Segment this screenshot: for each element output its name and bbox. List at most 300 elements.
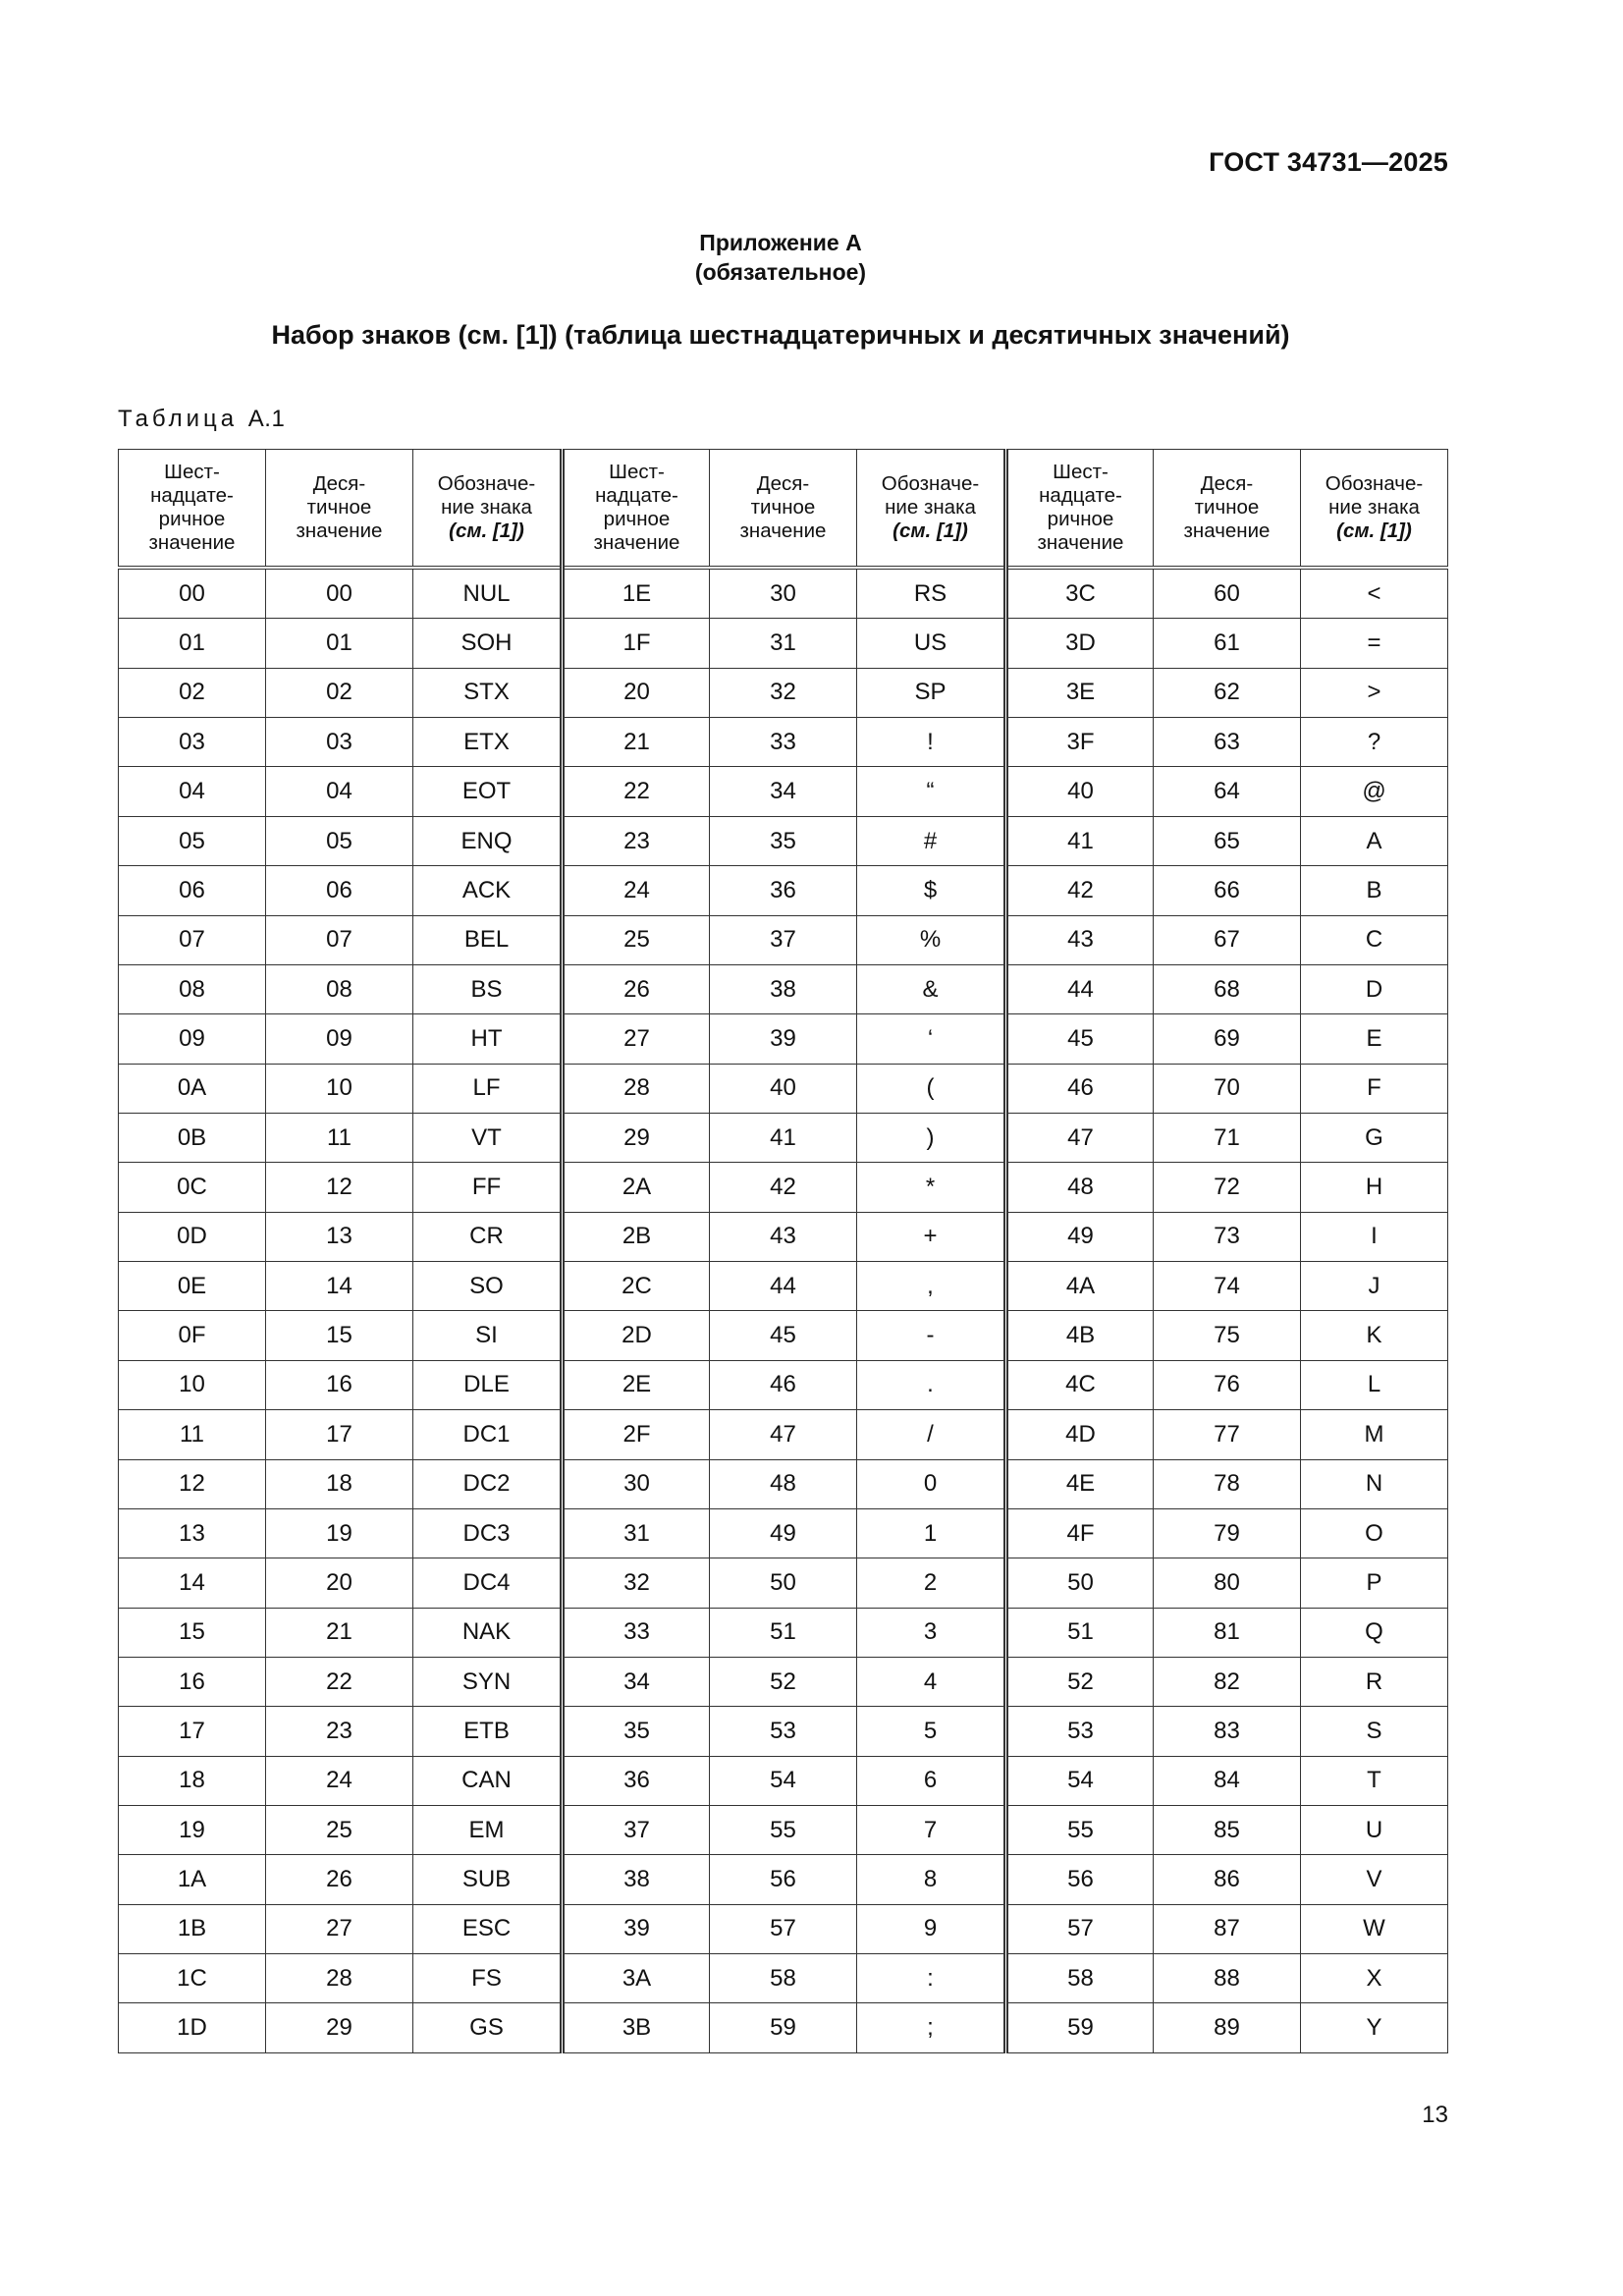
table-cell: 56	[1006, 1855, 1154, 1904]
table-cell: 63	[1154, 718, 1301, 767]
table-cell: 35	[563, 1707, 710, 1756]
appendix-status: (обязательное)	[694, 259, 867, 285]
table-cell: *	[857, 1163, 1006, 1212]
table-cell: 14	[266, 1262, 413, 1311]
table-cell: 02	[266, 668, 413, 717]
table-cell: #	[857, 816, 1006, 865]
hex-value-header	[119, 450, 266, 569]
table-cell: 0	[857, 1459, 1006, 1508]
table-cell: 30	[710, 568, 857, 619]
table-cell: 26	[266, 1855, 413, 1904]
table-row	[119, 568, 1448, 619]
table-cell: 2C	[563, 1262, 710, 1311]
table-cell: E	[1301, 1014, 1448, 1064]
appendix-label: Приложение А	[699, 230, 862, 255]
table-cell: T	[1301, 1756, 1448, 1805]
table-cell: 21	[266, 1608, 413, 1657]
table-cell: 86	[1154, 1855, 1301, 1904]
table-cell: (	[857, 1064, 1006, 1113]
table-cell: 45	[1006, 1014, 1154, 1064]
table-cell: 9	[857, 1904, 1006, 1953]
table-cell: 15	[119, 1608, 266, 1657]
table-cell: 00	[119, 568, 266, 619]
table-cell: 22	[563, 767, 710, 816]
table-cell: 85	[1154, 1806, 1301, 1855]
table-cell: 38	[710, 964, 857, 1013]
table-cell: 56	[710, 1855, 857, 1904]
symbol-header	[413, 450, 563, 569]
table-cell: 46	[1006, 1064, 1154, 1113]
table-cell: 0F	[119, 1311, 266, 1360]
decimal-value-header	[266, 450, 413, 569]
table-cell: 33	[710, 718, 857, 767]
header-line: ричное	[603, 508, 671, 530]
table-cell: 08	[266, 964, 413, 1013]
table-cell: 62	[1154, 668, 1301, 717]
symbol-header	[1301, 450, 1448, 569]
table-cell: NUL	[413, 568, 563, 619]
table-cell: 65	[1154, 816, 1301, 865]
table-cell: ?	[1301, 718, 1448, 767]
table-row	[119, 1707, 1448, 1756]
table-cell: “	[857, 767, 1006, 816]
table-row	[119, 1756, 1448, 1805]
header-line: значение	[296, 519, 383, 542]
table-cell: 80	[1154, 1558, 1301, 1608]
table-cell: 64	[1154, 767, 1301, 816]
table-cell: -	[857, 1311, 1006, 1360]
header-reference: (см. [1])	[1336, 519, 1412, 542]
table-cell: D	[1301, 964, 1448, 1013]
table-cell: 21	[563, 718, 710, 767]
table-cell: EOT	[413, 767, 563, 816]
table-cell: =	[1301, 619, 1448, 668]
table-cell: 20	[563, 668, 710, 717]
table-cell: U	[1301, 1806, 1448, 1855]
table-cell: 3C	[1006, 568, 1154, 619]
table-cell: SP	[857, 668, 1006, 717]
table-cell: S	[1301, 1707, 1448, 1756]
table-cell: 55	[1006, 1806, 1154, 1855]
table-row	[119, 1508, 1448, 1558]
table-cell: 17	[119, 1707, 266, 1756]
table-row	[119, 1114, 1448, 1163]
table-row	[119, 1855, 1448, 1904]
table-cell: 67	[1154, 915, 1301, 964]
table-cell: 59	[1006, 2003, 1154, 2053]
table-cell: ,	[857, 1262, 1006, 1311]
table-cell: R	[1301, 1657, 1448, 1706]
table-cell: 15	[266, 1311, 413, 1360]
table-caption	[118, 406, 285, 433]
table-cell: 42	[710, 1163, 857, 1212]
table-cell: DC4	[413, 1558, 563, 1608]
table-row	[119, 915, 1448, 964]
table-cell: ACK	[413, 866, 563, 915]
table-row	[119, 1311, 1448, 1360]
table-cell: ‘	[857, 1014, 1006, 1064]
header-line: ние знака	[1328, 496, 1420, 519]
table-cell: 50	[1006, 1558, 1154, 1608]
table-cell: 1D	[119, 2003, 266, 2053]
table-cell: 03	[119, 718, 266, 767]
table-cell: 4A	[1006, 1262, 1154, 1311]
table-cell: 58	[710, 1954, 857, 2003]
table-cell: ESC	[413, 1904, 563, 1953]
table-cell: SI	[413, 1311, 563, 1360]
table-cell: SYN	[413, 1657, 563, 1706]
symbol-header	[857, 450, 1006, 569]
table-cell: 68	[1154, 964, 1301, 1013]
table-cell: 40	[1006, 767, 1154, 816]
header-line: тичное	[1194, 496, 1260, 519]
table-cell: 32	[563, 1558, 710, 1608]
table-cell: +	[857, 1212, 1006, 1261]
table-cell: ENQ	[413, 816, 563, 865]
table-cell: 25	[266, 1806, 413, 1855]
table-cell: 87	[1154, 1904, 1301, 1953]
table-cell: 02	[119, 668, 266, 717]
table-cell: 48	[1006, 1163, 1154, 1212]
table-row	[119, 1558, 1448, 1608]
table-cell: 01	[266, 619, 413, 668]
table-cell: 39	[563, 1904, 710, 1953]
table-cell: 00	[266, 568, 413, 619]
table-cell: 09	[119, 1014, 266, 1064]
table-cell: 42	[1006, 866, 1154, 915]
table-row	[119, 668, 1448, 717]
table-cell: 01	[119, 619, 266, 668]
table-cell: 54	[1006, 1756, 1154, 1805]
table-cell: 2B	[563, 1212, 710, 1261]
table-cell: 72	[1154, 1163, 1301, 1212]
table-cell: 79	[1154, 1508, 1301, 1558]
table-cell: SUB	[413, 1855, 563, 1904]
table-cell: ;	[857, 2003, 1006, 2053]
table-cell: 40	[710, 1064, 857, 1113]
page-title: Набор знаков (см. [1]) (таблица шестнадцатеричных и десятичных значений)	[271, 320, 1290, 350]
table-cell: 27	[563, 1014, 710, 1064]
table-row	[119, 2003, 1448, 2053]
table-cell: :	[857, 1954, 1006, 2003]
table-cell: 37	[563, 1806, 710, 1855]
table-cell: 1A	[119, 1855, 266, 1904]
table-cell: 13	[119, 1508, 266, 1558]
table-cell: 28	[563, 1064, 710, 1113]
header-line: Деся-	[312, 472, 366, 495]
table-cell: NAK	[413, 1608, 563, 1657]
table-cell: 45	[710, 1311, 857, 1360]
table-cell: 2F	[563, 1410, 710, 1459]
table-cell: 11	[266, 1114, 413, 1163]
table-cell: 52	[710, 1657, 857, 1706]
table-cell: 2	[857, 1558, 1006, 1608]
header-line: Обозначе-	[881, 472, 980, 495]
table-cell: 3A	[563, 1954, 710, 2003]
table-cell: DLE	[413, 1360, 563, 1409]
table-cell: 52	[1006, 1657, 1154, 1706]
table-cell: 6	[857, 1756, 1006, 1805]
table-cell: 20	[266, 1558, 413, 1608]
table-cell: 3	[857, 1608, 1006, 1657]
table-cell: DC3	[413, 1508, 563, 1558]
table-cell: 08	[119, 964, 266, 1013]
table-cell: 2A	[563, 1163, 710, 1212]
table-cell: FS	[413, 1954, 563, 2003]
table-cell: 8	[857, 1855, 1006, 1904]
decimal-value-header	[710, 450, 857, 569]
table-cell: FF	[413, 1163, 563, 1212]
table-cell: K	[1301, 1311, 1448, 1360]
table-cell: 29	[563, 1114, 710, 1163]
table-cell: L	[1301, 1360, 1448, 1409]
table-cell: 19	[266, 1508, 413, 1558]
table-row	[119, 1064, 1448, 1113]
table-cell: 37	[710, 915, 857, 964]
table-row	[119, 1459, 1448, 1508]
table-cell: 57	[1006, 1904, 1154, 1953]
table-cell: 4	[857, 1657, 1006, 1706]
table-cell: 17	[266, 1410, 413, 1459]
table-cell: DC2	[413, 1459, 563, 1508]
table-cell: 50	[710, 1558, 857, 1608]
table-cell: N	[1301, 1459, 1448, 1508]
table-cell: 05	[119, 816, 266, 865]
table-cell: 55	[710, 1806, 857, 1855]
table-cell: 34	[710, 767, 857, 816]
table-cell: %	[857, 915, 1006, 964]
table-cell: 34	[563, 1657, 710, 1706]
table-cell: @	[1301, 767, 1448, 816]
table-cell: 58	[1006, 1954, 1154, 2003]
table-cell: Q	[1301, 1608, 1448, 1657]
table-header-row	[119, 450, 1448, 569]
table-cell: 57	[710, 1904, 857, 1953]
table-cell: C	[1301, 915, 1448, 964]
table-cell: CAN	[413, 1756, 563, 1805]
table-cell: 44	[1006, 964, 1154, 1013]
header-line: Обозначе-	[1325, 472, 1424, 495]
table-cell: <	[1301, 568, 1448, 619]
table-cell: M	[1301, 1410, 1448, 1459]
table-cell: 47	[1006, 1114, 1154, 1163]
table-cell: 83	[1154, 1707, 1301, 1756]
table-cell: 30	[563, 1459, 710, 1508]
table-cell: H	[1301, 1163, 1448, 1212]
table-cell: 49	[710, 1508, 857, 1558]
table-cell: I	[1301, 1212, 1448, 1261]
table-cell: 53	[1006, 1707, 1154, 1756]
header-line: Деся-	[1200, 472, 1254, 495]
table-cell: 0C	[119, 1163, 266, 1212]
table-cell: !	[857, 718, 1006, 767]
table-cell: 28	[266, 1954, 413, 2003]
table-cell: 12	[266, 1163, 413, 1212]
table-cell: 19	[119, 1806, 266, 1855]
table-cell: VT	[413, 1114, 563, 1163]
table-row	[119, 1163, 1448, 1212]
table-cell: 54	[710, 1756, 857, 1805]
table-cell: 44	[710, 1262, 857, 1311]
table-cell: 59	[710, 2003, 857, 2053]
table-cell: $	[857, 866, 1006, 915]
table-row	[119, 767, 1448, 816]
table-cell: CR	[413, 1212, 563, 1261]
table-cell: 32	[710, 668, 857, 717]
table-cell: 77	[1154, 1410, 1301, 1459]
table-cell: 36	[710, 866, 857, 915]
table-cell: 14	[119, 1558, 266, 1608]
table-cell: 27	[266, 1904, 413, 1953]
table-cell: 74	[1154, 1262, 1301, 1311]
table-cell: 88	[1154, 1954, 1301, 2003]
header-line: значение	[593, 531, 680, 554]
table-row	[119, 1954, 1448, 2003]
table-cell: DC1	[413, 1410, 563, 1459]
table-cell: 31	[710, 619, 857, 668]
header-line: надцате-	[150, 484, 234, 507]
table-row	[119, 619, 1448, 668]
hex-value-header	[563, 450, 710, 569]
table-cell: 51	[710, 1608, 857, 1657]
table-cell: BEL	[413, 915, 563, 964]
table-cell: 66	[1154, 866, 1301, 915]
table-cell: W	[1301, 1904, 1448, 1953]
table-cell: 33	[563, 1608, 710, 1657]
table-cell: 4B	[1006, 1311, 1154, 1360]
table-cell: 4E	[1006, 1459, 1154, 1508]
table-cell: G	[1301, 1114, 1448, 1163]
table-cell: STX	[413, 668, 563, 717]
table-cell: 75	[1154, 1311, 1301, 1360]
table-cell: 0D	[119, 1212, 266, 1261]
header-reference: (см. [1])	[449, 519, 524, 542]
header-line: ние знака	[441, 496, 532, 519]
table-row	[119, 964, 1448, 1013]
table-row	[119, 1360, 1448, 1409]
table-cell: )	[857, 1114, 1006, 1163]
hex-value-header	[1006, 450, 1154, 569]
table-cell: HT	[413, 1014, 563, 1064]
table-cell: 25	[563, 915, 710, 964]
table-cell: LF	[413, 1064, 563, 1113]
table-cell: 89	[1154, 2003, 1301, 2053]
table-row	[119, 1608, 1448, 1657]
table-cell: SOH	[413, 619, 563, 668]
table-cell: 16	[119, 1657, 266, 1706]
header-line: Обозначе-	[437, 472, 536, 495]
table-cell: 41	[1006, 816, 1154, 865]
table-cell: 23	[563, 816, 710, 865]
header-line: тичное	[306, 496, 372, 519]
table-cell: 51	[1006, 1608, 1154, 1657]
table-cell: 07	[119, 915, 266, 964]
table-cell: 05	[266, 816, 413, 865]
table-cell: EM	[413, 1806, 563, 1855]
table-cell: 18	[266, 1459, 413, 1508]
table-cell: V	[1301, 1855, 1448, 1904]
header-line: тичное	[750, 496, 816, 519]
table-cell: P	[1301, 1558, 1448, 1608]
table-row	[119, 1657, 1448, 1706]
table-cell: J	[1301, 1262, 1448, 1311]
table-cell: 4C	[1006, 1360, 1154, 1409]
table-cell: ETB	[413, 1707, 563, 1756]
table-cell: >	[1301, 668, 1448, 717]
table-cell: 12	[119, 1459, 266, 1508]
table-caption-label: Таблица	[118, 406, 239, 432]
table-cell: ETX	[413, 718, 563, 767]
table-caption-number: А.1	[247, 406, 286, 432]
table-cell: 13	[266, 1212, 413, 1261]
table-cell: 4F	[1006, 1508, 1154, 1558]
table-cell: F	[1301, 1064, 1448, 1113]
table-cell: /	[857, 1410, 1006, 1459]
table-row	[119, 866, 1448, 915]
table-cell: 5	[857, 1707, 1006, 1756]
table-cell: 11	[119, 1410, 266, 1459]
header-reference: (см. [1])	[893, 519, 968, 542]
table-cell: 04	[119, 767, 266, 816]
header-line: ричное	[158, 508, 226, 530]
header-line: значение	[1183, 519, 1271, 542]
table-row	[119, 816, 1448, 865]
table-cell: 70	[1154, 1064, 1301, 1113]
table-cell: 43	[710, 1212, 857, 1261]
table-cell: 2D	[563, 1311, 710, 1360]
table-cell: 1E	[563, 568, 710, 619]
header-line: значение	[148, 531, 236, 554]
table-cell: 18	[119, 1756, 266, 1805]
table-cell: 24	[266, 1756, 413, 1805]
table-cell: 24	[563, 866, 710, 915]
table-cell: 76	[1154, 1360, 1301, 1409]
table-cell: 06	[119, 866, 266, 915]
table-cell: 84	[1154, 1756, 1301, 1805]
table-cell: 0E	[119, 1262, 266, 1311]
table-cell: &	[857, 964, 1006, 1013]
decimal-value-header	[1154, 450, 1301, 569]
table-cell: 36	[563, 1756, 710, 1805]
table-row	[119, 1806, 1448, 1855]
header-line: ние знака	[885, 496, 976, 519]
table-cell: 49	[1006, 1212, 1154, 1261]
table-cell: 38	[563, 1855, 710, 1904]
table-cell: 1C	[119, 1954, 266, 2003]
table-row	[119, 718, 1448, 767]
page-number: 13	[1422, 2102, 1448, 2128]
table-cell: 81	[1154, 1608, 1301, 1657]
table-cell: 04	[266, 767, 413, 816]
table-cell: 39	[710, 1014, 857, 1064]
header-line: Шест-	[164, 461, 220, 483]
table-cell: 60	[1154, 568, 1301, 619]
header-line: ричное	[1047, 508, 1114, 530]
table-cell: 3B	[563, 2003, 710, 2053]
table-row	[119, 1904, 1448, 1953]
table-cell: 82	[1154, 1657, 1301, 1706]
table-row	[119, 1262, 1448, 1311]
table-cell: 31	[563, 1508, 710, 1558]
table-cell: 73	[1154, 1212, 1301, 1261]
table-row	[119, 1212, 1448, 1261]
table-cell: 48	[710, 1459, 857, 1508]
table-cell: .	[857, 1360, 1006, 1409]
header-line: значение	[739, 519, 827, 542]
header-line: Деся-	[756, 472, 810, 495]
table-cell: 10	[266, 1064, 413, 1113]
table-cell: 07	[266, 915, 413, 964]
